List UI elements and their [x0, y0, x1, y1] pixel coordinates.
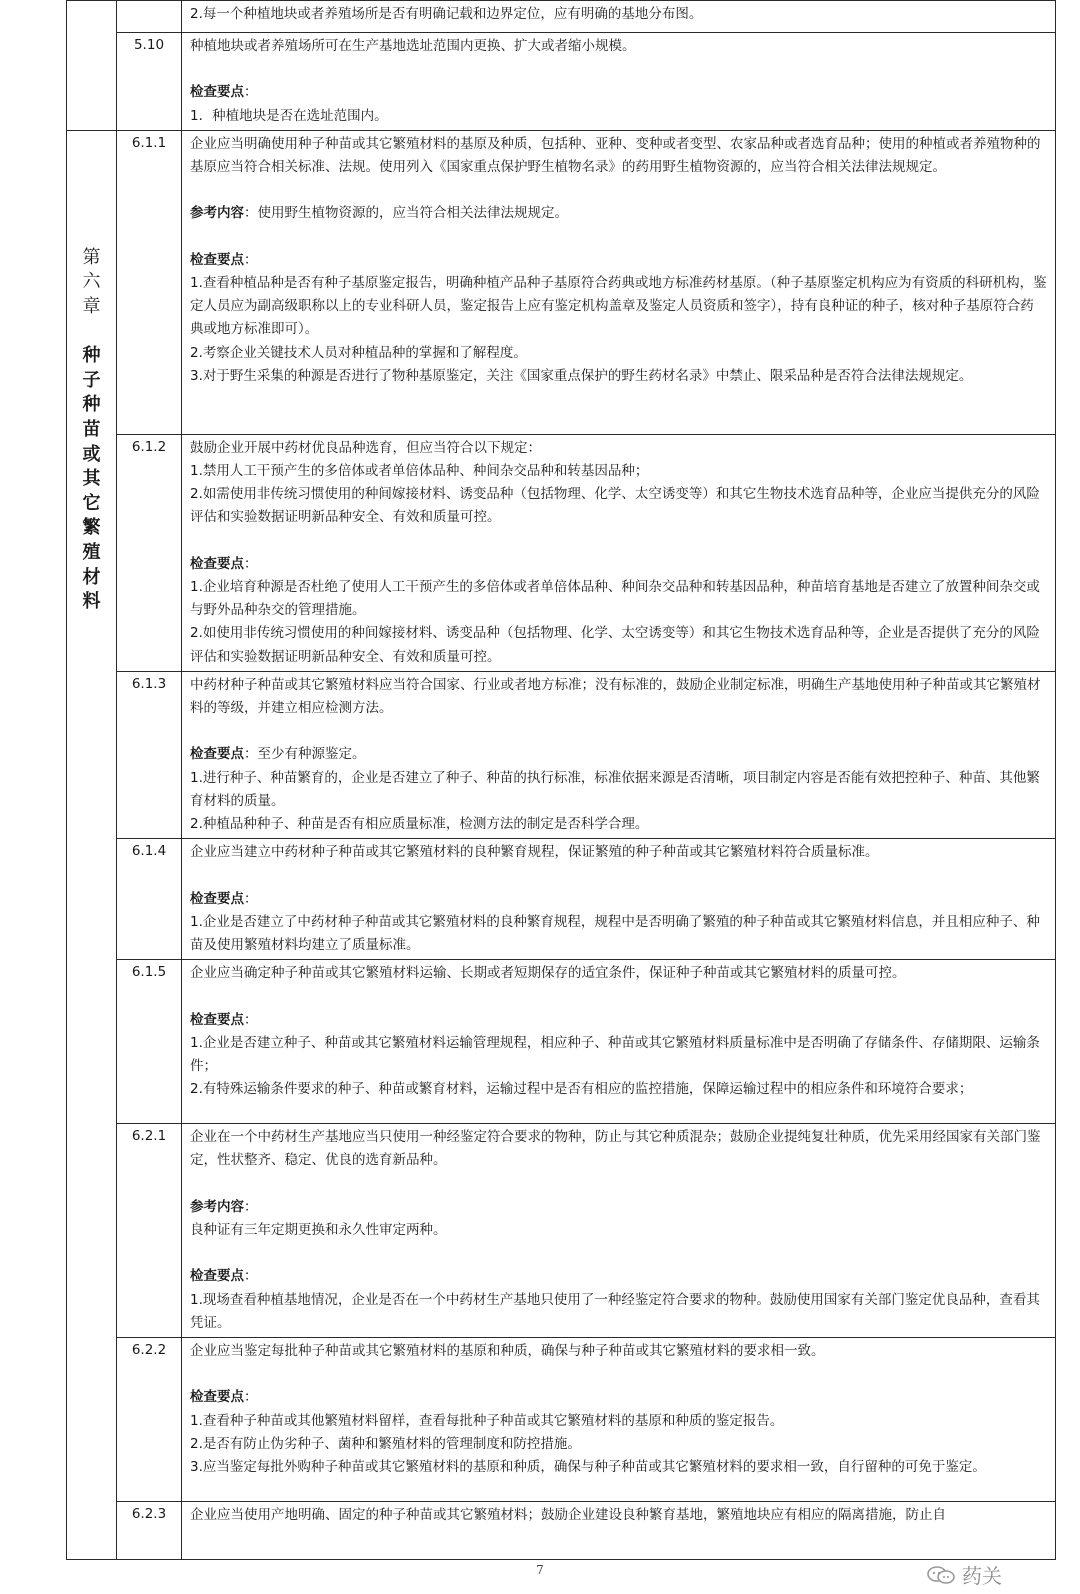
watermark: [926, 1560, 1002, 1589]
chapter-title-char: 种: [82, 345, 101, 367]
line-text: 1.进行种子、种苗繁育的，企业是否建立了种子、种苗的执行标准，标准依据来源是否清晰，项目制定内容是否能有效把控种子、种苗、其他繁育材料的质量。: [190, 769, 1040, 809]
labeled-line: 检查要点：: [190, 1268, 258, 1285]
line-text: 企业应当明确使用种子种苗或其它繁殖材料的基原及种质，包括种、亚种、变种或者变型、农家品种或者选育品种；使用的种植或者养殖物种的基原应当符合相关标准、法规。使用列入《国家重点保护野生植物名录》的药用野生植物资源的，应当符合相关法律法规规定。: [190, 135, 1041, 175]
clause-number-cell: [117, 1502, 182, 1560]
section-label: 参考内容: [190, 205, 244, 222]
blank-line: [190, 226, 1047, 249]
content-line: [190, 35, 1047, 58]
content-line: [190, 483, 1047, 529]
content-line: [190, 272, 1047, 342]
clause-number-cell: [117, 130, 182, 434]
chapter-title-char: 章: [82, 295, 101, 317]
line-text: 企业应当鉴定每批种子种苗或其它繁殖材料的基原和种质，确保与种子种苗或其它繁殖材料的要求相一致。: [190, 1343, 825, 1360]
clause-number-cell: [117, 434, 182, 671]
table-row: [67, 839, 1056, 960]
page-number: 7: [536, 1563, 544, 1577]
section-label: 检查要点: [190, 1268, 244, 1285]
labeled-line: 检查要点：: [190, 1011, 258, 1028]
labeled-line: 检查要点：: [190, 890, 258, 907]
labeled-line: 参考内容：使用野生植物资源的，应当符合相关法律法规规定。: [190, 205, 568, 222]
clause-number-cell: [117, 1124, 182, 1338]
clause-number: 6.1.3: [131, 675, 167, 692]
table-row: [67, 130, 1056, 434]
line-text: 中药材种子种苗或其它繁殖材料应当符合国家、行业或者地方标准；没有标准的，鼓励企业制定标准，明确生产基地使用种子种苗或其它繁殖材料的等级，并建立相应检测方法。: [190, 676, 1041, 717]
clause-content-cell: [182, 1124, 1056, 1338]
clause-number-cell: [117, 1338, 182, 1502]
labeled-line: 检查要点：: [190, 251, 258, 268]
content-line: [190, 767, 1047, 813]
line-text: 2.种植品种种子、种苗是否有相应质量标准，检测方法的制定是否科学合理。: [190, 816, 649, 833]
clause-content-cell: [182, 434, 1056, 671]
line-text: 2.如需使用非传统习惯使用的种间嫁接材料、诱变品种（包括物理、化学、太空诱变等）和其它生物技术选育品种等，企业应当提供充分的风险评估和实验数据证明新品种安全、有效和质量可控。: [190, 486, 1040, 526]
content-line: [190, 1032, 1047, 1078]
content-line: [190, 1289, 1047, 1335]
chapter-cell: [67, 130, 117, 1559]
line-text: 1.禁用人工干预产生的多倍体或者单倍体品种、种间杂交品种和转基因品种；: [190, 463, 649, 479]
clause-number: 6.1.5: [131, 964, 167, 981]
clause-number: 5.10: [133, 37, 165, 53]
content-line: [190, 105, 1047, 128]
watermark-text: 药关: [962, 1564, 1002, 1588]
content-line: [190, 342, 1047, 365]
labeled-line: 检查要点：: [190, 84, 258, 101]
line-text: 企业在一个中药材生产基地应当只使用一种经鉴定符合要求的物种，防止与其它种质混杂；鼓励企业提纯复壮种质，优先采用经国家有关部门鉴定，性状整齐、稳定、优良的选育新品种。: [190, 1129, 1041, 1169]
line-text: 鼓励企业开展中药材优良品种选育，但应当符合以下规定：: [190, 439, 541, 456]
table-row: [67, 1124, 1056, 1338]
content-line: [190, 576, 1047, 622]
line-text: 1．种植地块是否在选址范围内。: [190, 107, 388, 124]
table-row: [67, 1338, 1056, 1502]
chapter-title-char: 或: [82, 443, 101, 465]
line-text: 1.查看种植品种是否有种子基原鉴定报告，明确种植产品种子基原符合药典或地方标准药材基原。（种子基原鉴定机构应为有资质的科研机构，鉴定人员应为副高级职称以上的专业科研人员，鉴定报告上应有鉴定机构盖章及鉴定人员资质和签字），持有良种证的种子，核对种子基原符合药典或地方标准即可）。: [190, 274, 1047, 338]
clause-number-cell: [117, 960, 182, 1124]
table-row: [67, 960, 1056, 1124]
labeled-line: 检查要点：至少有种源鉴定。: [190, 746, 366, 763]
wechat-icon: [926, 1565, 956, 1585]
clause-number-cell: [117, 33, 182, 131]
regulation-table: [66, 0, 1056, 1560]
chapter-title-char: 苗: [82, 418, 101, 440]
line-text: 企业应当建立中药材种子种苗或其它繁殖材料的良种繁育规程，保证繁殖的种子种苗或其它繁殖材料符合质量标准。: [190, 844, 879, 861]
section-label: 检查要点: [190, 84, 244, 101]
content-line: [190, 460, 1047, 483]
content-line: [190, 1456, 1047, 1479]
section-label: 检查要点: [190, 251, 244, 268]
content-line: [190, 1219, 1047, 1242]
content-line: [190, 622, 1047, 668]
clause-number: 6.2.3: [131, 1506, 167, 1523]
clause-number-cell: [117, 1, 182, 33]
line-text: 2.是否有防止伪劣种子、菌种和繁殖材料的管理制度和防控措施。: [190, 1435, 581, 1452]
line-text: 2.如使用非传统习惯使用的种间嫁接材料、诱变品种（包括物理、化学、太空诱变等）和其它生物技术选育品种等，企业是否提供了充分的风险评估和实验数据证明新品种安全、有效和质量可控。: [190, 625, 1040, 665]
content-line: [190, 1410, 1047, 1433]
chapter-cell-continued: [67, 1, 117, 131]
content-line: [190, 1504, 1047, 1527]
section-label: 检查要点: [190, 1011, 244, 1028]
line-text: 良种证有三年定期更换和永久性审定两种。: [190, 1222, 447, 1239]
clause-number-cell: [117, 671, 182, 838]
blank-line: [190, 1363, 1047, 1386]
line-text: 至少有种源鉴定。: [257, 746, 366, 763]
line-text: 企业应当确定种子种苗或其它繁殖材料运输、长期或者短期保存的适宜条件，保证种子种苗或其它繁殖材料的质量可控。: [190, 965, 906, 982]
blank-line: [190, 985, 1047, 1008]
chapter-title-char: 料: [82, 591, 101, 613]
content-line: [190, 133, 1047, 179]
chapter-title-char: 繁: [82, 517, 101, 539]
blank-line: [190, 179, 1047, 202]
line-text: 1.现场查看种植基地情况，企业是否在一个中药材生产基地只使用了一种经鉴定符合要求的物种。鼓励使用国家有关部门鉴定优良品种，查看其凭证。: [190, 1291, 1040, 1331]
line-text: 2.有特殊运输条件要求的种子、种苗或繁育材料，运输过程中是否有相应的监控措施，保障运输过程中的相应条件和环境符合要求；: [190, 1081, 973, 1098]
clause-content-cell: [182, 33, 1056, 131]
clause-content-cell: [182, 839, 1056, 960]
blank-line: [190, 1173, 1047, 1196]
section-label: 检查要点: [190, 890, 244, 907]
labeled-line: 参考内容：: [190, 1198, 258, 1215]
content-line: [190, 3, 1047, 26]
section-label: 检查要点: [190, 1389, 244, 1406]
blank-line: [190, 864, 1047, 887]
section-label: 参考内容: [190, 1198, 244, 1215]
content-line: [190, 841, 1047, 864]
chapter-title-char: 第: [82, 246, 101, 268]
content-line: [190, 813, 1047, 836]
clause-number: 6.2.2: [131, 1342, 167, 1359]
clause-content-cell: [182, 130, 1056, 434]
content-line: [190, 1078, 1047, 1101]
line-text: 2.每一个种植地块或者养殖场所是否有明确记载和边界定位，应有明确的基地分布图。: [190, 6, 703, 22]
clause-content-cell: [182, 1502, 1056, 1560]
line-text: 种植地块或者养殖场所可在生产基地选址范围内更换、扩大或者缩小规模。: [190, 38, 636, 54]
labeled-line: 检查要点：: [190, 555, 258, 572]
labeled-line: 检查要点：: [190, 1389, 258, 1406]
content-line: [190, 674, 1047, 720]
blank-line: [190, 1242, 1047, 1265]
content-line: [190, 1126, 1047, 1172]
blank-line: [190, 58, 1047, 81]
table-row: [67, 1, 1056, 33]
line-text: 1.查看种子种苗或其他繁殖材料留样，查看每批种子种苗或其它繁殖材料的基原和种质的鉴定报告。: [190, 1412, 784, 1429]
content-line: [190, 1433, 1047, 1456]
chapter-title-char: 种: [82, 394, 101, 416]
clause-number-cell: [117, 839, 182, 960]
line-text: 1.企业是否建立种子、种苗或其它繁殖材料运输管理规程，相应种子、种苗或其它繁殖材料质量标准中是否明确了存储条件、存储期限、运输条件；: [190, 1034, 1040, 1075]
content-line: [190, 437, 1047, 460]
chapter-title: [81, 246, 103, 615]
blank-line: [190, 720, 1047, 743]
table-row: [67, 1502, 1056, 1560]
clause-content-cell: [182, 1, 1056, 33]
content-line: [190, 911, 1047, 957]
chapter-title-char: 其: [82, 468, 101, 490]
content-line: [190, 365, 1047, 388]
chapter-title-char: 殖: [82, 541, 101, 563]
line-text: 3.应当鉴定每批外购种子种苗或其它繁殖材料的基原和种质，确保与种子种苗或其它繁殖材料的要求相一致，自行留种的可免于鉴定。: [190, 1459, 986, 1476]
content-line: [190, 962, 1047, 985]
clause-number: 6.2.1: [131, 1128, 167, 1145]
clause-number: 6.1.4: [131, 843, 167, 860]
chapter-title-char: 它: [82, 492, 101, 514]
clause-number: 6.1.2: [131, 438, 167, 455]
clause-number: 6.1.1: [131, 134, 167, 151]
clause-content-cell: [182, 671, 1056, 838]
line-text: 企业应当使用产地明确、固定的种子种苗或其它繁殖材料；鼓励企业建设良种繁育基地，繁殖地块应有相应的隔离措施，防止自: [190, 1507, 946, 1524]
clause-content-cell: [182, 960, 1056, 1124]
table-row: [67, 434, 1056, 671]
table-row: [67, 33, 1056, 131]
line-text: 3.对于野生采集的种源是否进行了物种基原鉴定，关注《国家重点保护的野生药材名录》中禁止、限采品种是否符合法律法规规定。: [190, 367, 973, 384]
line-text: 1.企业是否建立了中药材种子种苗或其它繁殖材料的良种繁育规程，规程中是否明确了繁殖的种子种苗或其它繁殖材料信息，并且相应种子、种苗及使用繁殖材料均建立了质量标准。: [190, 913, 1040, 954]
chapter-title-char: 子: [82, 369, 101, 391]
clause-number: [117, 1, 181, 5]
section-label: 检查要点: [190, 746, 244, 763]
section-label: 检查要点: [190, 555, 244, 572]
line-text: 2.考察企业关键技术人员对种植品种的掌握和了解程度。: [190, 344, 527, 361]
chapter-title-char: 材: [82, 566, 101, 588]
line-text: 使用野生植物资源的，应当符合相关法律法规规定。: [257, 205, 568, 222]
table-row: [67, 671, 1056, 838]
content-line: [190, 1340, 1047, 1363]
chapter-title-char: 六: [82, 271, 101, 293]
line-text: 1.企业培育种源是否杜绝了使用人工干预产生的多倍体或者单倍体品种、种间杂交品种和转基因品种，种苗培育基地是否建立了放置种间杂交或与野外品种杂交的管理措施。: [190, 579, 1040, 619]
clause-content-cell: [182, 1338, 1056, 1502]
blank-line: [190, 530, 1047, 553]
